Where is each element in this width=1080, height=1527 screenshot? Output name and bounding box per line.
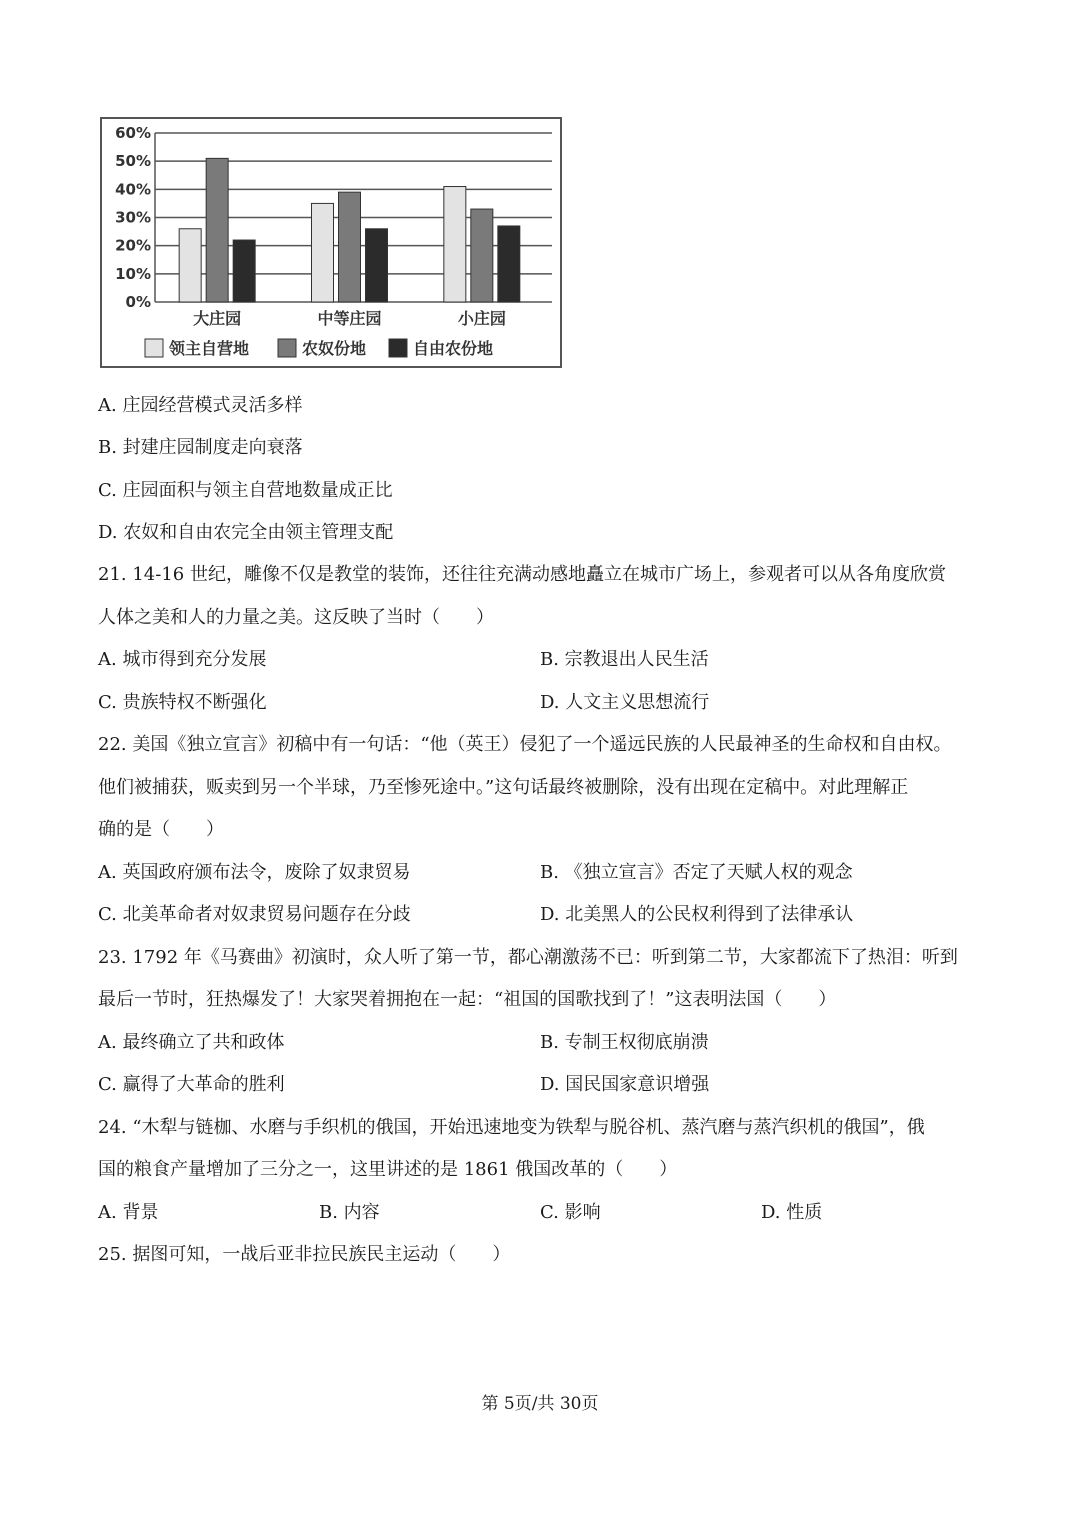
bar <box>366 229 388 302</box>
q20-option-d: D. 农奴和自由农完全由领主管理支配 <box>98 522 394 543</box>
bar <box>179 229 201 302</box>
bar <box>444 187 466 302</box>
page-footer: 第 5页/共 30页 <box>481 1394 599 1414</box>
q22-option-c: C. 北美革命者对奴隶贸易问题存在分歧 <box>98 904 411 925</box>
q21-option-d: D. 人文主义思想流行 <box>540 692 710 713</box>
q22-option-d: D. 北美黑人的公民权利得到了法律承认 <box>540 904 854 925</box>
bar <box>471 209 493 302</box>
q22-stem-line-2: 他们被捕获，贩卖到另一个半球，乃至惨死途中。”这句话最终被删除，没有出现在定稿中。对此理解正 <box>98 777 909 798</box>
y-tick-label: 0% <box>125 293 151 311</box>
y-tick-label: 40% <box>115 180 151 199</box>
q23-option-d: D. 国民国家意识增强 <box>540 1074 710 1095</box>
bar <box>339 192 361 302</box>
y-tick-label: 20% <box>115 236 151 255</box>
q23-stem-line-1: 23. 1792 年《马赛曲》初演时，众人听了第一节，都心潮激荡不已：听到第二节，大家都流下了热泪：听到 <box>98 947 958 968</box>
legend-swatch <box>389 339 407 357</box>
y-tick-label: 60% <box>115 124 151 142</box>
q21-stem-line-2: 人体之美和人的力量之美。这反映了当时（ ） <box>98 607 494 628</box>
q21-option-b: B. 宗教退出人民生活 <box>540 649 709 670</box>
legend-swatch <box>145 339 163 357</box>
q22-stem-line-3: 确的是（ ） <box>98 819 224 840</box>
q24-option-b: B. 内容 <box>319 1202 380 1223</box>
legend-label: 领主自营地 <box>169 339 250 358</box>
legend-label: 自由农份地 <box>413 339 494 358</box>
q24-option-d: D. 性质 <box>761 1202 823 1223</box>
bar <box>312 203 334 302</box>
category-label: 小庄园 <box>457 309 506 328</box>
y-tick-label: 50% <box>115 152 151 171</box>
q20-option-b: B. 封建庄园制度走向衰落 <box>98 437 303 458</box>
q25-stem: 25. 据图可知，一战后亚非拉民族民主运动（ ） <box>98 1244 511 1265</box>
q24-stem-line-1: 24. “木犁与链枷、水磨与手织机的俄国，开始迅速地变为铁犁与脱谷机、蒸汽磨与蒸汽织机的俄国”，俄 <box>98 1117 925 1138</box>
legend-swatch <box>278 339 296 357</box>
q21-option-c: C. 贵族特权不断强化 <box>98 692 267 713</box>
q21-option-a: A. 城市得到充分发展 <box>98 649 267 670</box>
category-label: 大庄园 <box>193 309 242 328</box>
q24-stem-line-2: 国的粮食产量增加了三分之一，这里讲述的是 1861 俄国改革的（ ） <box>98 1159 678 1180</box>
q24-option-c: C. 影响 <box>540 1202 601 1223</box>
q20-option-a: A. 庄园经营模式灵活多样 <box>98 395 303 416</box>
q23-stem-line-2: 最后一节时，狂热爆发了！大家哭着拥抱在一起：“祖国的国歌找到了！”这表明法国（ ） <box>98 989 837 1010</box>
q21-stem-line-1: 21. 14-16 世纪，雕像不仅是教堂的装饰，还往往充满动感地矗立在城市广场上，参观者可以从各角度欣赏 <box>98 564 946 585</box>
bar <box>233 240 255 302</box>
category-label: 中等庄园 <box>317 309 382 328</box>
q23-option-a: A. 最终确立了共和政体 <box>98 1032 285 1053</box>
q24-option-a: A. 背景 <box>98 1202 159 1223</box>
manor-land-chart <box>100 117 562 368</box>
q22-option-b: B. 《独立宣言》否定了天赋人权的观念 <box>540 862 853 883</box>
y-tick-label: 10% <box>115 264 151 283</box>
q23-option-c: C. 赢得了大革命的胜利 <box>98 1074 285 1095</box>
legend-label: 农奴份地 <box>302 339 367 358</box>
q20-option-c: C. 庄园面积与领主自营地数量成正比 <box>98 480 393 501</box>
q22-stem-line-1: 22. 美国《独立宣言》初稿中有一句话：“他（英王）侵犯了一个遥远民族的人民最神圣的生命权和自由权。 <box>98 734 952 755</box>
bar <box>206 158 228 302</box>
chart-svg <box>102 119 560 366</box>
y-tick-label: 30% <box>115 208 151 227</box>
q22-option-a: A. 英国政府颁布法令，废除了奴隶贸易 <box>98 862 411 883</box>
q23-option-b: B. 专制王权彻底崩溃 <box>540 1032 709 1053</box>
bar <box>498 226 520 302</box>
